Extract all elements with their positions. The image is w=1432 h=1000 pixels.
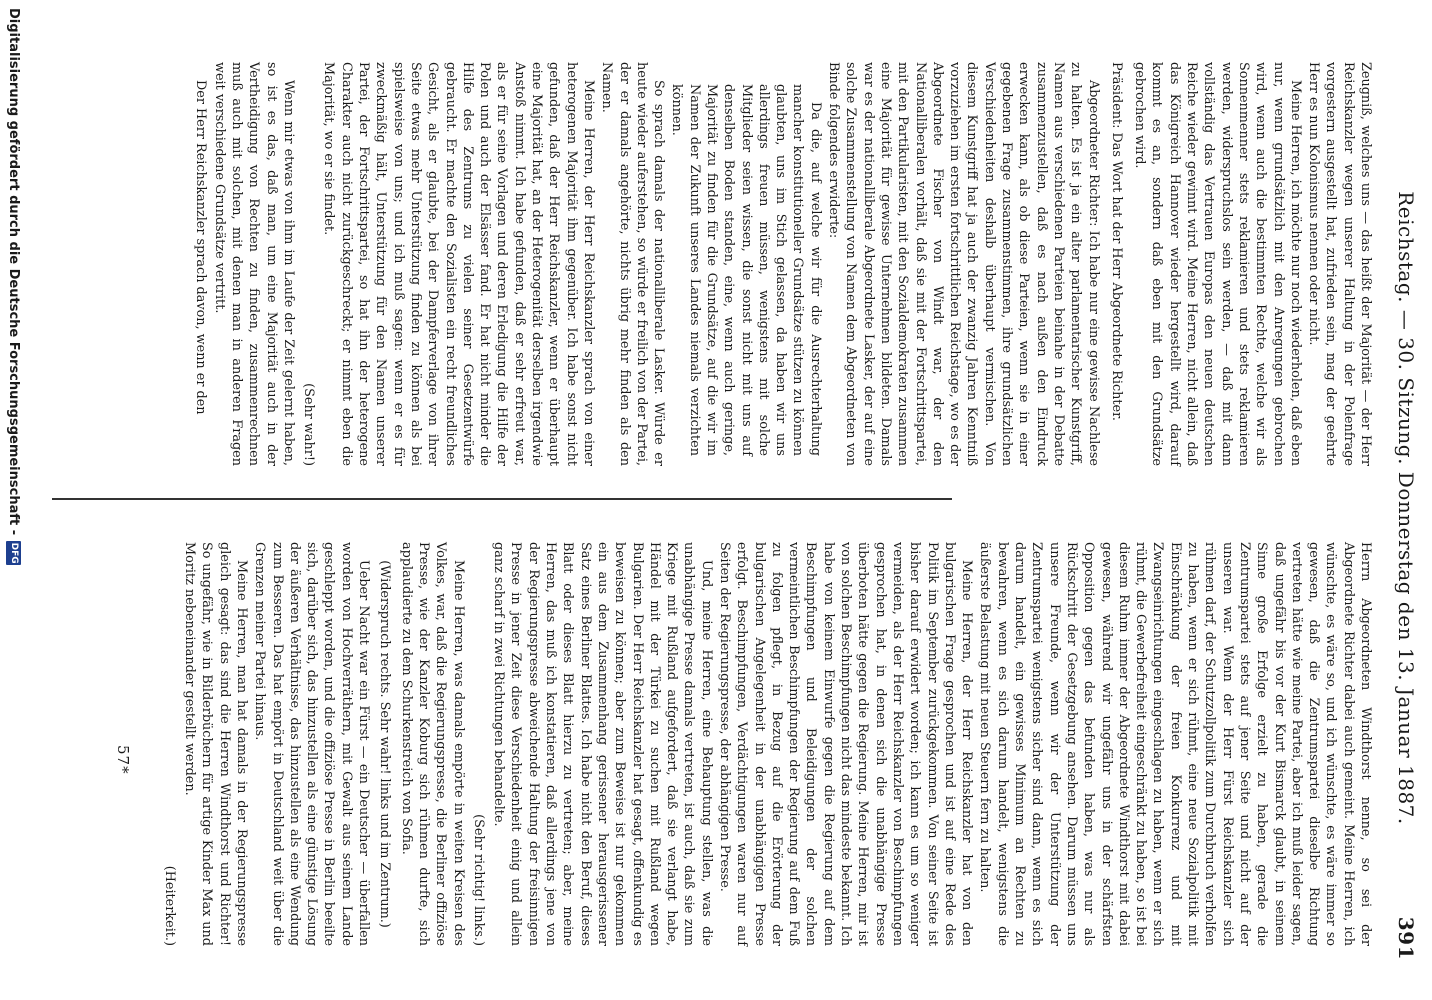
interjection: (Widerspruch rechts. Sehr wahr! links und im Zentrum.) [377, 560, 393, 928]
page-title: Reichstag. — 30. Sitzung. Donnerstag den 13. Januar 1887. [1394, 191, 1418, 825]
right-column [158, 542, 1374, 946]
paragraph: Zeugniß, welches uns — das heißt der Majorität — der Herr Reichskanzler wegen unserer Haltung in der Polenfrage vorgestern ausgestellt hat, zufrieden sein, mag der geehrte Herr es nun Kolonismus nennen oder nicht. [1306, 62, 1373, 466]
president-statement: Präsident: Das Wort hat der Herr Abgeordnete Richter. [1108, 62, 1124, 421]
paragraph: Der Herr Reichskanzler sprach davon, wenn er den [193, 80, 209, 415]
interjection: (Heiterkeit.) [161, 865, 177, 946]
paragraph: Und, meine Herren, eine Behauptung stellen, was die unabhängige Presse damals vertreten, ist auch, daß sie zum Kriege mit Rußland aufgefordert, daß sie verlangt habe, Händel mit der Türkei zu suchen mit Rußland wegen Bulgarien. Der Herr Reichskanzler hat gesagt, offenkundig es beweisen zu können; aber zum Beweise ist nur gekommen ein aus dem Zusammenhang gerissener herausgerissener Satz eines Berliner Blattes. Ich habe nicht den Beruf, dieses Blatt oder dieses Blatt hierzu zu vertreten; aber, meine Herren, das muß ich konstatieren, daß allerdings jene von der Regierungspresse abweichende Haltung der freisinnigen Presse in jener Zeit diese Verschiedenheit einig und allein ganz scharf in zwei Richtungen behandelte. [491, 542, 714, 946]
paragraph: Meine Herren, der Herr Reichskanzler hat von den bulgarischen Frage gesprochen und ist auf eine Rede des Politik im September zurückgekommen. Von seiner Seite ist bisher darauf erwidert worden; ich kann es um so weniger vermeiden, als der Herr Reichskanzler von Beschimpfungen gesprochen hat, in denen sich die unabhängige Presse überboten hätte gegen die Regierung. Meine Herren, mir ist von solchen Beschimpfungen nicht das mindeste bekannt. Ich habe von keinem Einwurfe gegen die Regierung auf dem Beschimpfungen und Beleidigungen der solchen vermeintlichen Beschimpfungen der Regierung auf dem Fuß zu folgen pflegt, in Bezug auf die Erörterung der bulgarischen Angelegenheit in der unabhängigen Presse erfolgt. Beschimpfungen, Verdächtigungen waren nur auf Seiten der Regierungspresse, der abhängigen Presse. [717, 542, 975, 946]
paragraph: So sprach damals der nationalliberale Lasker. Würde er heute wieder auferstehen, so würde er freilich von der Partei, der er damals angehörte, nichts übrig mehr finden als den Namen. [599, 62, 667, 466]
paragraph: Meine Herren, ich möchte nur noch wiederholen, daß eben nur, wenn grundsätzlich mit den Anregungen gebrochen wird, wenn auch die bestimmten Rechte, welche wir als Sonnenmenner stets reklamieren und stets reklamieren werden, widerspruchslos sein werden, — daß mit dann vollständig das Vertrauen Europas den neuen deutschen Reiche wieder gewinnt wird. Meine Herren, nicht allein, daß das Königreich Hannover wieder hergestellt wird, darauf kommt es an, sondern daß eben mit den Grundsätze gebrochen wird. [1132, 62, 1303, 466]
interjection: (Sehr wahr!) [301, 383, 317, 466]
column-divider [52, 498, 952, 500]
paragraph: Meine Herren, was damals empörte in weiten Kreisen des Volkes, war, daß die Regierungspresse, die Berliner offiziöse Presse, wie der Kanzler Koburg sich rühmen durfte, sich applaudierte zu dem Schurkenstreich von Sofia. [398, 542, 466, 946]
paragraph: Herrn Abgeordneten Windthorst nenne, so sei der Abgeordnete Richter dabei auch gemeint. Meine Herren, ich wünschte, es wäre so, und ich wünschte, es wäre immer so gewesen, daß die Zentrumspartei dieselbe Richtung vertreten hätte wie meine Partei, aber ich muß leider sagen, daß ungefähr bis vor der Kurt Bismarck glaubt, in seinem Sinne große Erfolge erzielt zu haben, gerade die Zentrumspartei stets auf jener Seite und nicht auf der unseren war. Wenn der Herr Fürst Reichskanzler sich rühmen darf, der Schutzzollpolitik zum Durchbruch verholfen zu haben, wenn er sich rühmt, eine neue Sozialpolitik mit Einschränkung der freien Konkurrenz und mit Zwangseinrichtungen eingeschlagen zu haben, wenn er sich rühmt, die Gewerbefreiheit eingeschränkt zu haben, so ist bei diesem Ruhm immer der Abgeordnete Windthorst mit dabei gewesen, während wir ungefähr uns in der schärfsten Opposition gegen das befunden haben, was nur als Rückschritt der Gesetzgebung ansehen. Darum müssen uns unsere Freunde, wenn wir der Unterstützung der Zentrumspartei wenigstens sicher sind dann, wenn es sich darum handelt, ein gewisses Minimum an Rechten zu bewahren, wenn es sich darum handelt, wenigstens die äußerste Belastung mit neuen Steuern fern zu halten. [977, 542, 1373, 946]
quotation: Da die, auf welche wir für die Ausrechterhaltung mancher konstitutioneller Grundsätze stützen zu können glaubten, uns im Stich gelassen, da haben wir uns allerdings freuen müssen, wenigstens mit solche Mitglieder seien wissen, die sonst nicht mit uns auf denselben Boden standen, eine, wenn auch geringe, Majorität zu finden für die Grundsätze, auf die wir im Namen der Zukunft unseres Landes niemals verzichten können. [669, 84, 823, 456]
interjection: (Sehr richtig! links.) [470, 814, 486, 946]
sheet-signature: 57* [114, 745, 132, 775]
paragraph: Ueber Nacht war ein Fürst — ein Deutscher — überfallen worden von Hochverräthern, mit Gewalt aus seinem Lande geschleppt worden, und die offiziöse Presse in Berlin beeilte sich, darüber sich, das hinzustellen als eine günstige Lösung der äußeren Verhältnisse, das hinzustellen als eine Wendung zum Besseren. Das hat empört in Deutschland weit über die Grenzen meiner Partei hinaus. [252, 542, 372, 946]
dfg-logo-icon: DFG [7, 541, 22, 565]
page-number: 391 [1394, 916, 1418, 960]
paragraph: Meine Herren, der Herr Reichskanzler sprach von einer heterogenen Majorität ihm gegenüber. Ich habe sonst nicht gefunden, daß der Herr Reichskanzler, wenn er überhaupt eine Majorität hat, an der Heterogenität derselben irgendwie Anstoß nimmt. Ich habe gefunden, daß er sehr erfreut war, als er für seine Vorlagen und deren Erledigung die Hilfe der Polen und auch der Elsässer fand. Er hat nicht minder die Hilfe des Zentrums zu vielen seiner Gesetzentwürfe gebraucht. Er machte den Sozialisten ein recht freundliches Gesicht, als er glaubte, bei der Dampferverlage von ihrer Seite etwas mehr Unterstützung finden zu können als bei spielsweise von uns; und ich muß sagen: wenn er es für zweckmäßig hält, Unterstützung für den Namen unserer Partei, der Fortschrittspartei, so hat ihn der heterogene Charakter auch nicht zurückgeschreckt; er nimmt eben die Majorität, wo er sie findet. [321, 62, 596, 466]
left-column [191, 62, 1374, 466]
paragraph: Wenn mir etwas von ihm im Laufe der Zeit gelernt haben, so ist es das, daß man, um eine Majorität auch in der Vertheidigung von Rechten zu finden, zusammenrechnen muß auch mit solchen, mit denen man in anderen Fragen weit verschiedene Grundsätze vertritt. [211, 62, 296, 466]
digitization-footer [2, 8, 26, 565]
paragraph: Abgeordneter Richter: Ich habe nur eine gewisse Nachlese zu halten. Es ist ja ein alter parlamentarischer Kunstgriff, Namen aus verschiedenen Parteien beinahe in der Debatte zusammenzustellen, daß es nach außen den Eindruck erwecken kann, als ob diese Parteien, wenn sie in einer gegebenen Frage zusammenstimmen, ihre grundsätzlichen Verschiedenheiten deshalb überhaupt vermischen. Von diesem Kunstgriff hat ja auch der zwanzig Jahren Kenntniß vorzuziehen im ersten fortschrittlichen Reichstage, wo es der Abgeordnete Fischer von Windt war, der den Nationalliberalen vorhält, daß sie mit der Fortschrittspartei, mit den Partikularisten, mit den Sozialdemokraten zusammen eine Majorität für gewisse Unternehmen bildeten. Damals war es der nationalliberale Abgeordnete Lasker, der auf eine solche Zusammenstellung von Namen dem Abgeordneten von Binde folgendes erwiderte: [826, 62, 1101, 466]
paragraph: Meine Herren, man hat damals in der Regierungspresse gleich gesagt: das sind die Herren Windthorst und Richter! So ungefähr, wie in Bilderbüchern für artige Kinder Max und Moritz nebeneinander gestellt werden. [182, 542, 249, 946]
page-header [1378, 56, 1422, 960]
footer-text: Digitalisierung gefördert durch die Deutsche Forschungsgemeinschaft - [6, 8, 22, 536]
